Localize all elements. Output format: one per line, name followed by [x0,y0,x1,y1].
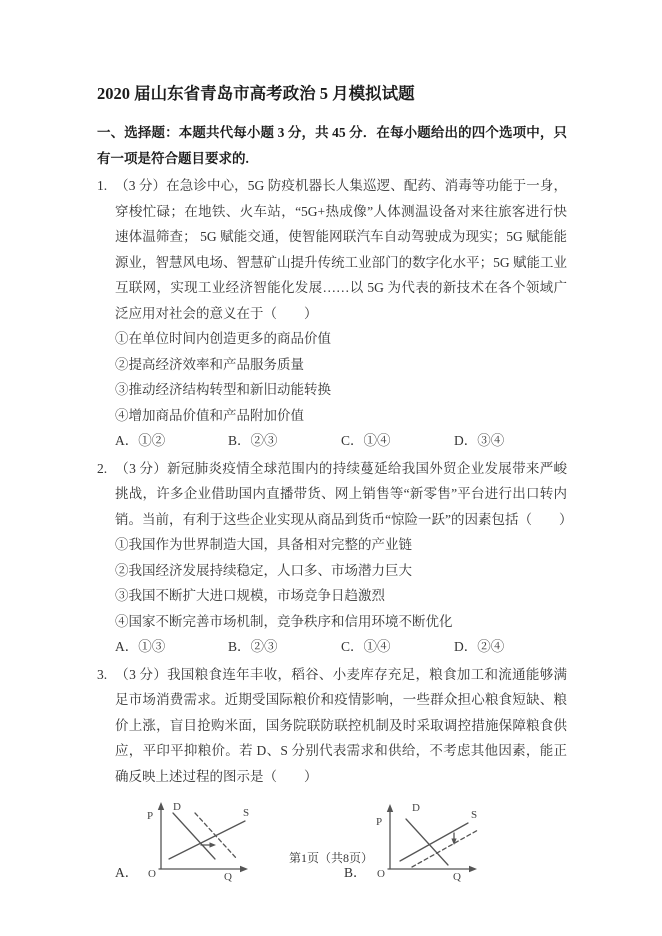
question-2-options-row [97,634,567,660]
p-axis-label: P [147,810,154,822]
question-3-number: 3. [97,666,108,682]
figure-option-b [344,797,493,882]
page-footer: 第1页（共8页） [288,851,373,865]
section-header: 一、选择题：本题共代每小题 3 分，共 45 分．在每小题给出的四个选项中，只有一项是符合题目要求的. [97,125,567,166]
y-axis-arrowhead [387,804,393,812]
p-axis-label: P [376,816,383,828]
question-1-item-3: ③推动经济结构转型和新旧动能转换 [115,382,331,397]
demand-label: D [173,801,181,813]
question-2-item-4: ④国家不断完善市场机制，竞争秩序和信用环境不断优化 [115,613,453,629]
supply-label: S [243,807,250,819]
question-1-option-a: A．①② [115,433,166,448]
question-1-item-4: ④增加商品价值和产品附加价值 [115,407,304,423]
question-2-stem [97,456,573,533]
question-2-option-a: A．①③ [115,639,166,654]
question-2-number: 2. [97,460,108,476]
question-2-option-b: B．②③ [228,639,278,654]
question-2-item-3: ③我国不断扩大进口规模，市场竞争日趋激烈 [115,588,385,603]
figure-option-a [115,797,264,882]
q-axis-label: Q [224,871,232,882]
question-1-stem-text: （3 分）在急诊中心，5G 防疫机器长人集巡逻、配药、消毒等功能于一身，穿梭忙碌；在地铁、火车站，“5G+热成像”人体测温设备对来往旅客进行快速体温筛查； 5G 赋能交通，使智能网联汽车自动驾驶成为现实；5G 赋能能源业，智慧风电场、智慧矿山提升传统工业部门的数字化水平；5G 赋能工业互联网，实现工业经济智能化发展……以 5G 为代表的新技术在各个领域广泛应用对社会的意义在于（ ） [115,178,567,321]
demand-label: D [412,802,420,814]
question-1 [97,173,567,454]
origin-label: O [148,868,156,880]
question-1-option-d: D．③④ [454,433,505,448]
x-axis-arrowhead [469,866,477,872]
figure-b-label: B． [344,865,367,880]
origin-label: O [377,868,385,880]
question-1-options-row [97,428,567,454]
page-title: 2020 届山东省青岛市高考政治 5 月模拟试题 [97,84,415,103]
question-2-option-d: D．②④ [454,639,505,654]
question-3-stem-text: （3 分）我国粮食连年丰收，稻谷、小麦库存充足，粮食加工和流通能够满足市场消费需求。近期受国际粮价和疫情影响，一些群众担心粮食短缺、粮价上涨，盲目抢购米面，国务院联防联控机制及时采取调控措施保障粮食供应，平印平抑粮价。若 D、S 分别代表需求和供给，不考虑其他因素，能正确反映上述过程的图示是（ ） [115,666,567,784]
question-1-number: 1. [97,178,108,193]
figure-a-label: A． [115,865,139,880]
question-2-item-2: ②我国经济发展持续稳定，人口多、市场潜力巨大 [115,562,412,578]
y-axis-arrowhead [158,802,164,810]
question-3-stem [97,662,567,790]
question-2-stem-text: （3 分）新冠肺炎疫情全球范围内的持续蔓延给我国外贸企业发展带来严峻挑战，许多企业借助国内直播带货、网上销售等“新零售”平台进行出口转内销。当前，有利于这些企业实现从商品到货币“惊险一跃”的因素包括（ ） [115,460,573,527]
q-axis-label: Q [453,871,461,882]
question-2-item-1: ①我国作为世界制造大国，具备相对完整的产业链 [115,537,412,552]
supply-demand-graph-b [368,797,493,882]
question-1-option-c: C．①④ [341,433,391,448]
question-2 [97,456,573,660]
question-1-stem [97,173,567,326]
supply-demand-graph-a [139,797,264,882]
x-axis-arrowhead [240,866,248,872]
question-1-option-b: B．②③ [228,433,278,448]
question-2-option-c: C．①④ [341,639,391,654]
question-1-item-1: ①在单位时间内创造更多的商品价值 [115,331,331,346]
supply-label: S [471,809,478,821]
question-3-figures [97,797,567,882]
question-1-item-2: ②提高经济效率和产品服务质量 [115,356,304,372]
page-content [97,82,573,882]
